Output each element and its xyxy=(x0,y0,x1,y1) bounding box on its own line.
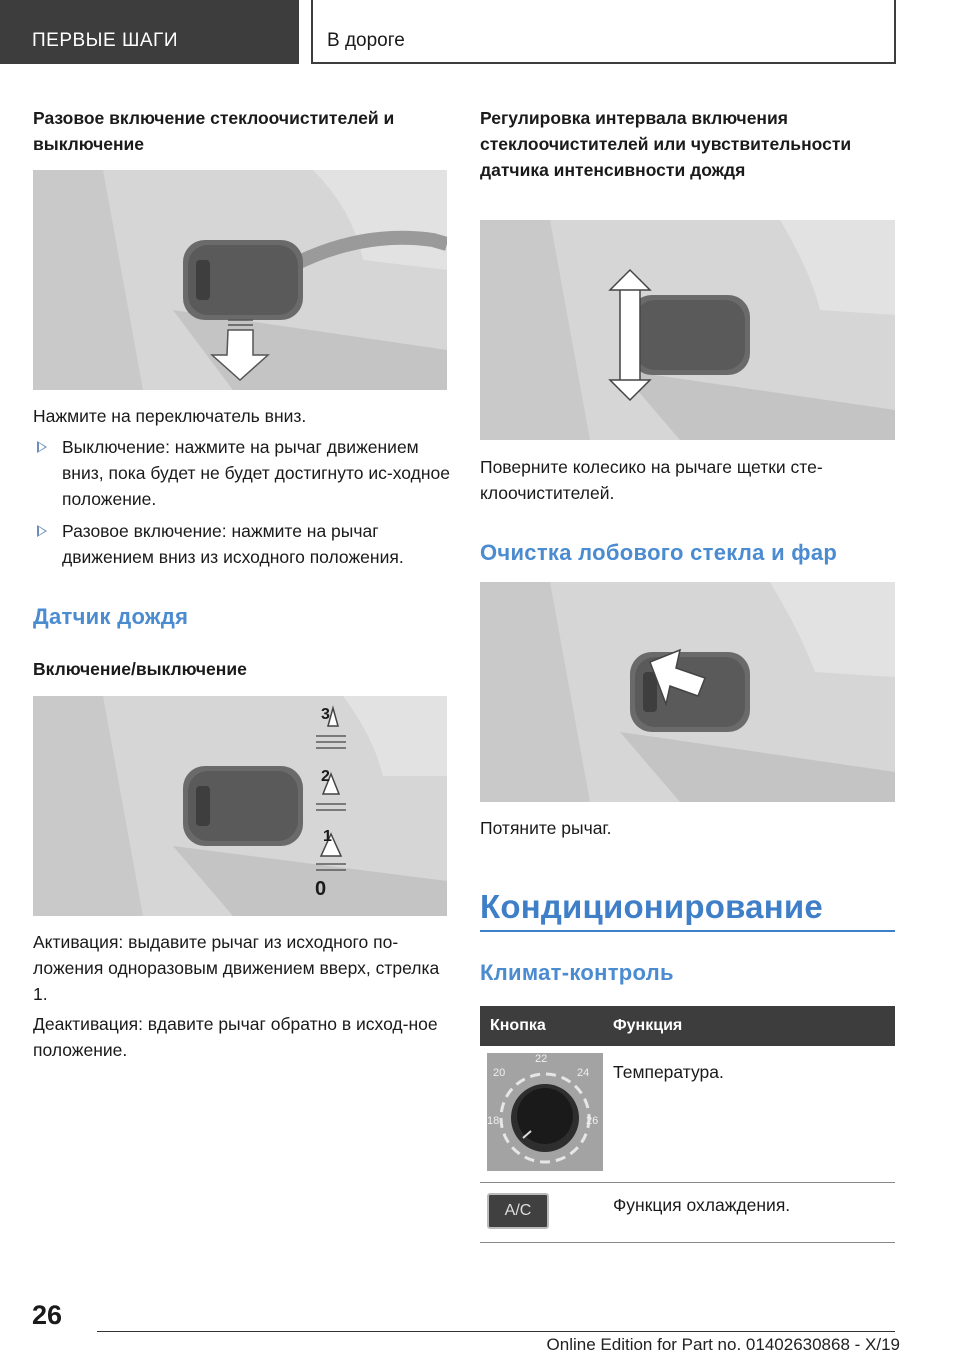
table-header-row xyxy=(480,1006,895,1046)
temperature-dial xyxy=(487,1053,603,1171)
fig-label-0: 0 xyxy=(315,878,327,900)
climate-main-heading: Кондиционирование xyxy=(480,888,823,925)
header-section-label: ПЕРВЫЕ ШАГИ xyxy=(32,30,178,51)
dial-label-18: 18 xyxy=(487,1115,500,1127)
climate-table xyxy=(480,1006,895,1243)
fig-label-2: 2 xyxy=(321,768,330,785)
header-chapter xyxy=(311,0,896,64)
caption-push-down: Нажмите на переключатель вниз. xyxy=(33,406,307,426)
activation-text: Активация: выдавите рычаг из исходного по-ложения одноразовым движением вверх, стрелка 1. xyxy=(33,932,440,1004)
footer-edition: Online Edition for Part no. 01402630868 - X/19 xyxy=(546,1335,900,1354)
function-cooling: Функция охлаждения. xyxy=(603,1182,895,1242)
bullet-off: Выключение: нажмите на рычаг движением вниз, пока будет не будет достигнуто ис-ходное положение. xyxy=(62,437,450,509)
figure-rain-sensor xyxy=(33,696,447,916)
header-chapter-label: В дороге xyxy=(327,30,405,51)
caption-wheel: Поверните колесико на рычаге щетки сте-клоочистителей. xyxy=(480,457,823,503)
table-header-function: Функция xyxy=(603,1006,895,1046)
page-number: 26 xyxy=(32,1300,63,1330)
washer-heading: Очистка лобового стекла и фар xyxy=(480,540,838,565)
bullet-marker xyxy=(37,441,47,453)
figure-lever-push-down xyxy=(33,170,447,390)
fig-label-1: 1 xyxy=(323,828,332,845)
fig-label-3: 3 xyxy=(321,706,330,723)
wiper-single-title: Разовое включение стеклоочистителей и выключение xyxy=(33,108,395,154)
interval-title: Регулировка интервала включения стеклоочистителей или чувствительности датчика интенсивности дождя xyxy=(480,108,852,180)
header-section xyxy=(0,0,299,64)
footer-divider xyxy=(97,1331,895,1332)
function-temperature: Температура. xyxy=(603,1046,895,1182)
table-row xyxy=(480,1046,895,1182)
climate-control-heading: Климат-контроль xyxy=(480,960,674,985)
dial-label-20: 20 xyxy=(493,1067,506,1079)
ac-button xyxy=(487,1193,549,1229)
deactivation-text: Деактивация: вдавите рычаг обратно в исход-ное положение. xyxy=(33,1014,438,1060)
table-header-button: Кнопка xyxy=(480,1006,603,1046)
dial-label-24: 24 xyxy=(577,1067,590,1079)
table-row xyxy=(480,1182,895,1242)
figure-wheel-rotate xyxy=(480,220,895,440)
figure-pull-lever xyxy=(480,582,895,802)
dial-label-22: 22 xyxy=(535,1053,548,1065)
dial-label-26: 26 xyxy=(586,1115,599,1127)
rain-sensor-heading: Датчик дождя xyxy=(33,604,189,629)
on-off-subtitle: Включение/выключение xyxy=(33,659,247,679)
bullet-single: Разовое включение: нажмите на рычаг движением вниз из исходного положения. xyxy=(62,521,404,567)
bullet-marker xyxy=(37,525,47,537)
caption-pull: Потяните рычаг. xyxy=(480,818,612,838)
ac-button-label: A/C xyxy=(504,1201,532,1219)
heading-underline xyxy=(480,930,895,932)
